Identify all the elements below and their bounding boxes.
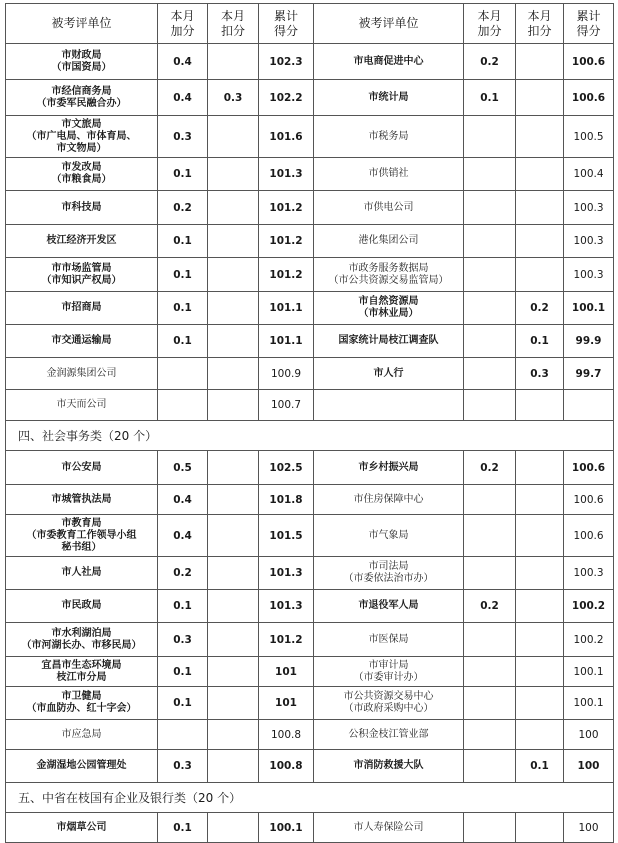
total-score: 100 — [564, 750, 614, 783]
deduct-score: 0.2 — [516, 292, 564, 325]
total-score: 101.2 — [259, 258, 314, 292]
unit-name: 市天而公司 — [6, 390, 158, 421]
table-row — [6, 390, 614, 421]
table-row — [6, 557, 614, 590]
total-score: 102.5 — [259, 451, 314, 485]
unit-name: 市民政局 — [6, 590, 158, 623]
score-table-body — [6, 4, 614, 843]
unit-name: 市经信商务局 （市委军民融合办） — [6, 80, 158, 116]
deduct-score — [208, 116, 259, 158]
unit-name: 市自然资源局 （市林业局） — [314, 292, 464, 325]
deduct-score — [208, 258, 259, 292]
deduct-score — [208, 325, 259, 358]
add-score — [464, 515, 516, 557]
total-score: 99.7 — [564, 358, 614, 390]
unit-name: 市人社局 — [6, 557, 158, 590]
total-score: 101.2 — [259, 191, 314, 225]
deduct-score — [516, 191, 564, 225]
unit-name: 市城管执法局 — [6, 485, 158, 515]
total-score: 100.6 — [564, 451, 614, 485]
header-unit: 被考评单位 — [314, 4, 464, 44]
deduct-score — [208, 813, 259, 843]
total-score: 102.2 — [259, 80, 314, 116]
table-row — [6, 515, 614, 557]
unit-name: 市人寿保险公司 — [314, 813, 464, 843]
add-score — [464, 292, 516, 325]
deduct-score — [516, 657, 564, 687]
score-table — [5, 3, 614, 843]
deduct-score — [208, 358, 259, 390]
score-sheet — [5, 3, 614, 843]
deduct-score — [208, 590, 259, 623]
add-score — [464, 813, 516, 843]
add-score: 0.1 — [158, 158, 208, 191]
unit-name: 市医保局 — [314, 623, 464, 657]
header-total: 累计 得分 — [259, 4, 314, 44]
unit-name: 市财政局 （市国资局） — [6, 44, 158, 80]
total-score: 101.3 — [259, 557, 314, 590]
unit-name: 市退役军人局 — [314, 590, 464, 623]
total-score: 102.3 — [259, 44, 314, 80]
total-score — [564, 390, 614, 421]
total-score: 100.6 — [564, 485, 614, 515]
add-score: 0.1 — [158, 325, 208, 358]
total-score: 100.1 — [564, 657, 614, 687]
deduct-score — [208, 390, 259, 421]
add-score: 0.1 — [158, 590, 208, 623]
add-score: 0.4 — [158, 80, 208, 116]
add-score — [464, 750, 516, 783]
section-row — [6, 783, 614, 813]
add-score: 0.4 — [158, 44, 208, 80]
total-score: 100.7 — [259, 390, 314, 421]
deduct-score — [516, 80, 564, 116]
unit-name: 市消防救援大队 — [314, 750, 464, 783]
add-score — [158, 720, 208, 750]
total-score: 100.6 — [564, 515, 614, 557]
unit-name: 市审计局 （市委审计办） — [314, 657, 464, 687]
unit-name: 市公共资源交易中心 （市政府采购中心） — [314, 687, 464, 720]
deduct-score — [208, 451, 259, 485]
table-row — [6, 258, 614, 292]
deduct-score — [516, 225, 564, 258]
table-row — [6, 750, 614, 783]
unit-name: 市教育局 （市委教育工作领导小组 秘书组） — [6, 515, 158, 557]
unit-name: 市烟草公司 — [6, 813, 158, 843]
unit-name: 市气象局 — [314, 515, 464, 557]
add-score — [464, 657, 516, 687]
table-row — [6, 451, 614, 485]
add-score — [464, 258, 516, 292]
deduct-score — [516, 158, 564, 191]
add-score — [464, 720, 516, 750]
add-score: 0.2 — [464, 44, 516, 80]
deduct-score — [516, 813, 564, 843]
section-title: 五、中省在枝国有企业及银行类（20 个） — [6, 783, 614, 813]
unit-name: 市政务服务数据局 （市公共资源交易监管局） — [314, 258, 464, 292]
deduct-score — [516, 557, 564, 590]
total-score: 100.4 — [564, 158, 614, 191]
deduct-score — [208, 158, 259, 191]
unit-name: 市卫健局 （市血防办、红十字会） — [6, 687, 158, 720]
table-row — [6, 44, 614, 80]
total-score: 100.1 — [564, 687, 614, 720]
add-score: 0.2 — [464, 451, 516, 485]
add-score — [464, 623, 516, 657]
total-score: 100 — [564, 813, 614, 843]
add-score: 0.1 — [158, 258, 208, 292]
total-score: 100.8 — [259, 720, 314, 750]
total-score: 100.6 — [564, 80, 614, 116]
total-score: 100.3 — [564, 191, 614, 225]
total-score: 100.2 — [564, 623, 614, 657]
add-score — [464, 116, 516, 158]
table-row — [6, 358, 614, 390]
deduct-score — [516, 720, 564, 750]
total-score: 100.2 — [564, 590, 614, 623]
unit-name: 市乡村振兴局 — [314, 451, 464, 485]
deduct-score — [516, 623, 564, 657]
deduct-score — [208, 750, 259, 783]
total-score: 101.1 — [259, 325, 314, 358]
add-score: 0.1 — [158, 813, 208, 843]
table-row — [6, 623, 614, 657]
deduct-score — [516, 590, 564, 623]
total-score: 100.6 — [564, 44, 614, 80]
unit-name: 金润源集团公司 — [6, 358, 158, 390]
table-row — [6, 158, 614, 191]
unit-name: 市人行 — [314, 358, 464, 390]
table-row — [6, 590, 614, 623]
add-score: 0.4 — [158, 485, 208, 515]
add-score: 0.1 — [158, 687, 208, 720]
add-score: 0.4 — [158, 515, 208, 557]
section-row — [6, 421, 614, 451]
table-row — [6, 225, 614, 258]
add-score: 0.3 — [158, 750, 208, 783]
total-score: 100.9 — [259, 358, 314, 390]
deduct-score — [208, 557, 259, 590]
total-score: 100.1 — [564, 292, 614, 325]
total-score: 101 — [259, 687, 314, 720]
total-score: 101.1 — [259, 292, 314, 325]
unit-name: 市科技局 — [6, 191, 158, 225]
total-score: 101.2 — [259, 225, 314, 258]
unit-name: 市水利湖泊局 （市河湖长办、市移民局） — [6, 623, 158, 657]
deduct-score — [208, 657, 259, 687]
header-add: 本月 加分 — [464, 4, 516, 44]
unit-name: 市供销社 — [314, 158, 464, 191]
add-score: 0.1 — [158, 292, 208, 325]
section-title: 四、社会事务类（20 个） — [6, 421, 614, 451]
table-row — [6, 116, 614, 158]
total-score: 100.5 — [564, 116, 614, 158]
header-unit: 被考评单位 — [6, 4, 158, 44]
deduct-score: 0.1 — [516, 325, 564, 358]
deduct-score — [516, 44, 564, 80]
add-score — [464, 358, 516, 390]
table-row — [6, 191, 614, 225]
add-score: 0.3 — [158, 623, 208, 657]
total-score: 101.8 — [259, 485, 314, 515]
total-score: 100.1 — [259, 813, 314, 843]
add-score — [158, 358, 208, 390]
table-row — [6, 485, 614, 515]
table-row — [6, 80, 614, 116]
deduct-score — [516, 258, 564, 292]
add-score: 0.2 — [464, 590, 516, 623]
header-deduct: 本月 扣分 — [208, 4, 259, 44]
add-score: 0.1 — [158, 225, 208, 258]
add-score — [158, 390, 208, 421]
table-row — [6, 687, 614, 720]
header-deduct: 本月 扣分 — [516, 4, 564, 44]
deduct-score: 0.3 — [516, 358, 564, 390]
deduct-score: 0.1 — [516, 750, 564, 783]
unit-name: 市市场监管局 （市知识产权局） — [6, 258, 158, 292]
unit-name: 市住房保障中心 — [314, 485, 464, 515]
add-score — [464, 225, 516, 258]
table-row — [6, 813, 614, 843]
unit-name — [314, 390, 464, 421]
header-add: 本月 加分 — [158, 4, 208, 44]
unit-name: 市招商局 — [6, 292, 158, 325]
unit-name: 市统计局 — [314, 80, 464, 116]
deduct-score — [516, 116, 564, 158]
total-score: 101.5 — [259, 515, 314, 557]
total-score: 101.2 — [259, 623, 314, 657]
deduct-score — [208, 485, 259, 515]
unit-name: 国家统计局枝江调查队 — [314, 325, 464, 358]
add-score: 0.1 — [464, 80, 516, 116]
unit-name: 宜昌市生态环境局 枝江市分局 — [6, 657, 158, 687]
unit-name: 金湖湿地公园管理处 — [6, 750, 158, 783]
header-total: 累计 得分 — [564, 4, 614, 44]
total-score: 101.3 — [259, 158, 314, 191]
deduct-score — [208, 515, 259, 557]
unit-name: 枝江经济开发区 — [6, 225, 158, 258]
table-row — [6, 325, 614, 358]
deduct-score — [516, 390, 564, 421]
table-row — [6, 657, 614, 687]
table-row — [6, 292, 614, 325]
deduct-score: 0.3 — [208, 80, 259, 116]
deduct-score — [516, 515, 564, 557]
deduct-score — [516, 485, 564, 515]
add-score: 0.3 — [158, 116, 208, 158]
total-score: 100.3 — [564, 258, 614, 292]
deduct-score — [208, 44, 259, 80]
table-row — [6, 720, 614, 750]
unit-name: 公积金枝江管业部 — [314, 720, 464, 750]
unit-name: 市文旅局 （市广电局、市体育局、 市文物局） — [6, 116, 158, 158]
unit-name: 市公安局 — [6, 451, 158, 485]
deduct-score — [208, 687, 259, 720]
unit-name: 市电商促进中心 — [314, 44, 464, 80]
header-row — [6, 4, 614, 44]
unit-name: 市税务局 — [314, 116, 464, 158]
total-score: 100.8 — [259, 750, 314, 783]
add-score — [464, 687, 516, 720]
add-score: 0.2 — [158, 191, 208, 225]
unit-name: 市交通运输局 — [6, 325, 158, 358]
add-score — [464, 158, 516, 191]
unit-name: 市发改局 （市粮食局） — [6, 158, 158, 191]
add-score: 0.1 — [158, 657, 208, 687]
total-score: 101 — [259, 657, 314, 687]
add-score — [464, 390, 516, 421]
total-score: 101.3 — [259, 590, 314, 623]
unit-name: 市供电公司 — [314, 191, 464, 225]
deduct-score — [516, 451, 564, 485]
add-score: 0.5 — [158, 451, 208, 485]
total-score: 100.3 — [564, 225, 614, 258]
add-score: 0.2 — [158, 557, 208, 590]
deduct-score — [208, 623, 259, 657]
unit-name: 市司法局 （市委依法治市办） — [314, 557, 464, 590]
deduct-score — [516, 687, 564, 720]
add-score — [464, 325, 516, 358]
add-score — [464, 557, 516, 590]
total-score: 100.3 — [564, 557, 614, 590]
deduct-score — [208, 191, 259, 225]
unit-name: 市应急局 — [6, 720, 158, 750]
total-score: 101.6 — [259, 116, 314, 158]
add-score — [464, 485, 516, 515]
total-score: 100 — [564, 720, 614, 750]
deduct-score — [208, 225, 259, 258]
deduct-score — [208, 292, 259, 325]
total-score: 99.9 — [564, 325, 614, 358]
unit-name: 港化集团公司 — [314, 225, 464, 258]
deduct-score — [208, 720, 259, 750]
add-score — [464, 191, 516, 225]
